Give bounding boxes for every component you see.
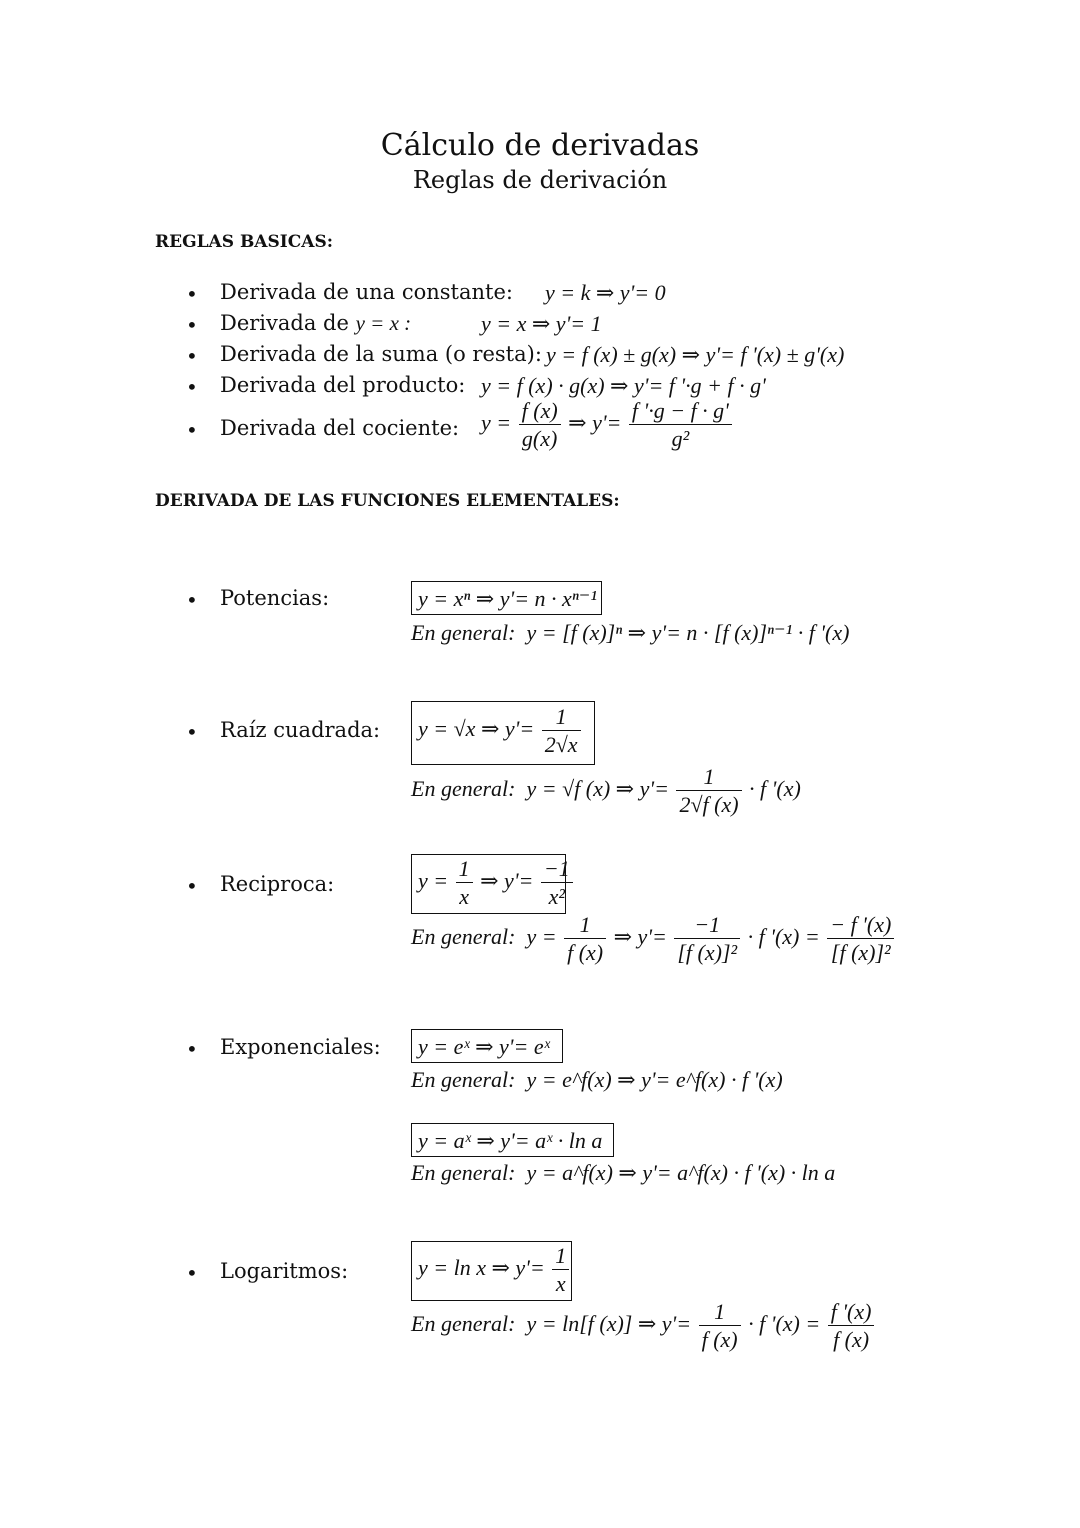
reciproca-general-equals: · f '(x) = <box>747 924 820 950</box>
quotient-lhs: y = <box>481 410 512 436</box>
rule-formula-identity: y = x ⇒ y'= 1 <box>481 311 602 336</box>
bullet-icon: • <box>186 313 198 337</box>
quotient-numerator-2: f '·g − f · g' <box>629 400 732 425</box>
bullet-icon: • <box>186 588 198 612</box>
reciproca-general-numerator-1: 1 <box>564 914 606 939</box>
reciproca-general-numerator-3: − f '(x) <box>827 914 894 939</box>
logaritmos-general-denominator-1: f (x) <box>701 1327 738 1352</box>
logaritmos-boxed-numerator: 1 <box>552 1245 569 1270</box>
general-label: En general: <box>411 1160 516 1185</box>
raiz-general-denominator: 2√f (x) <box>679 792 739 817</box>
logaritmos-boxed-denominator: x <box>555 1271 566 1296</box>
raiz-boxed-fraction <box>542 706 581 756</box>
potencias-label: Potencias: <box>220 586 330 610</box>
reciproca-general-numerator-2: −1 <box>674 914 740 939</box>
logaritmos-boxed-fraction <box>552 1245 569 1295</box>
section-heading-basic: REGLAS BASICAS: <box>155 232 334 252</box>
potencias-boxed-formula: y = xⁿ ⇒ y'= n · xⁿ⁻¹ <box>418 586 597 611</box>
reciproca-general-denominator-2: [f (x)]² <box>677 940 738 965</box>
general-label: En general: <box>411 620 516 645</box>
reciproca-general-implies: ⇒ y'= <box>613 924 667 950</box>
raiz-label: Raíz cuadrada: <box>220 718 381 742</box>
reciproca-boxed-fraction-1 <box>456 858 473 908</box>
bullet-icon: • <box>186 720 198 744</box>
reciproca-label: Reciproca: <box>220 872 335 896</box>
reciproca-general-fraction-1 <box>564 914 606 964</box>
reciproca-boxed-denominator-2: x² <box>548 884 565 909</box>
page-title: Cálculo de derivadas <box>380 128 700 163</box>
quotient-denominator-1: g(x) <box>521 426 558 451</box>
potencias-general <box>411 622 849 644</box>
exponenciales-general-formula-2: y = a^f(x) ⇒ y'= a^f(x) · f '(x) · ln a <box>526 1160 836 1185</box>
rule-label-identity-text: Derivada de <box>220 311 349 335</box>
logaritmos-general-numerator-2: f '(x) <box>828 1301 875 1326</box>
reciproca-general-denominator-3: [f (x)]² <box>830 940 891 965</box>
rule-label-constant: Derivada de una constante: <box>220 280 513 304</box>
quotient-fraction-2 <box>629 400 732 450</box>
raiz-general-tail: · f '(x) <box>749 776 801 802</box>
bullet-icon: • <box>186 1261 198 1285</box>
exponenciales-general-1 <box>411 1069 783 1091</box>
raiz-general-numerator: 1 <box>676 766 741 791</box>
raiz-boxed-numerator: 1 <box>542 706 581 731</box>
reciproca-general-fraction-3 <box>827 914 894 964</box>
general-label: En general: <box>411 1067 516 1092</box>
bullet-icon: • <box>186 344 198 368</box>
raiz-general <box>411 766 801 816</box>
raiz-boxed-formula <box>418 706 583 756</box>
page-subtitle: Reglas de derivación <box>412 166 668 194</box>
raiz-boxed-lhs: y = √x ⇒ y'= <box>418 716 535 742</box>
bullet-icon: • <box>186 1037 198 1061</box>
section-heading-elementary: DERIVADA DE LAS FUNCIONES ELEMENTALES: <box>155 491 620 511</box>
rule-formula-product: y = f (x) · g(x) ⇒ y'= f '·g + f · g' <box>481 373 766 398</box>
exponenciales-boxed-formula-1: y = eˣ ⇒ y'= eˣ <box>418 1034 550 1059</box>
exponenciales-boxed-formula-2: y = aˣ ⇒ y'= aˣ · ln a <box>418 1128 603 1153</box>
quotient-denominator-2: g² <box>671 426 690 451</box>
raiz-general-lhs: y = √f (x) ⇒ y'= <box>526 776 669 802</box>
reciproca-boxed-lhs: y = <box>418 868 449 894</box>
reciproca-general-denominator-1: f (x) <box>567 940 604 965</box>
general-label: En general: <box>411 1311 516 1337</box>
logaritmos-boxed-formula <box>418 1245 571 1295</box>
logaritmos-general-denominator-2: f (x) <box>833 1327 870 1352</box>
general-label: En general: <box>411 924 516 950</box>
rule-formula-quotient <box>481 400 734 450</box>
reciproca-boxed-fraction-2 <box>541 858 573 908</box>
reciproca-boxed-numerator-1: 1 <box>456 858 473 883</box>
reciproca-boxed-numerator-2: −1 <box>541 858 573 883</box>
rule-label-product: Derivada del producto: <box>220 373 466 397</box>
quotient-numerator-1: f (x) <box>519 400 561 425</box>
bullet-icon: • <box>186 282 198 306</box>
bullet-icon: • <box>186 375 198 399</box>
bullet-icon: • <box>186 874 198 898</box>
reciproca-boxed-implies: ⇒ y'= <box>480 868 534 894</box>
rule-formula-sum: y = f (x) ± g(x) ⇒ y'= f '(x) ± g'(x) <box>546 342 845 367</box>
rule-label-quotient: Derivada del cociente: <box>220 416 460 440</box>
rule-label-identity <box>220 313 411 334</box>
logaritmos-label: Logaritmos: <box>220 1259 349 1283</box>
logaritmos-general-equals: · f '(x) = <box>748 1311 821 1337</box>
exponenciales-general-formula-1: y = e^f(x) ⇒ y'= e^f(x) · f '(x) <box>526 1067 783 1092</box>
rule-label-sum: Derivada de la suma (o resta): <box>220 342 542 366</box>
bullet-icon: • <box>186 418 198 442</box>
raiz-boxed-denominator: 2√x <box>544 732 578 757</box>
general-label: En general: <box>411 776 516 802</box>
raiz-general-fraction <box>676 766 741 816</box>
reciproca-general <box>411 914 896 964</box>
reciproca-boxed-denominator-1: x <box>459 884 469 909</box>
reciproca-boxed-formula <box>418 858 575 908</box>
potencias-general-formula: y = [f (x)]ⁿ ⇒ y'= n · [f (x)]ⁿ⁻¹ · f '(x) <box>526 620 850 645</box>
logaritmos-boxed-lhs: y = ln x ⇒ y'= <box>418 1255 545 1281</box>
reciproca-general-lhs: y = <box>526 924 557 950</box>
exponenciales-general-2 <box>411 1162 835 1184</box>
logaritmos-general-fraction-2 <box>828 1301 875 1351</box>
logaritmos-general-fraction-1 <box>699 1301 741 1351</box>
logaritmos-general-lhs: y = ln[f (x)] ⇒ y'= <box>526 1311 692 1337</box>
logaritmos-general-numerator-1: 1 <box>699 1301 741 1326</box>
reciproca-general-fraction-2 <box>674 914 740 964</box>
exponenciales-label: Exponenciales: <box>220 1035 381 1059</box>
logaritmos-general <box>411 1301 876 1351</box>
quotient-implies: ⇒ y'= <box>568 410 622 436</box>
rule-label-identity-math: y = x : <box>355 311 412 335</box>
quotient-fraction-1 <box>519 400 561 450</box>
rule-formula-constant: y = k ⇒ y'= 0 <box>545 280 666 305</box>
